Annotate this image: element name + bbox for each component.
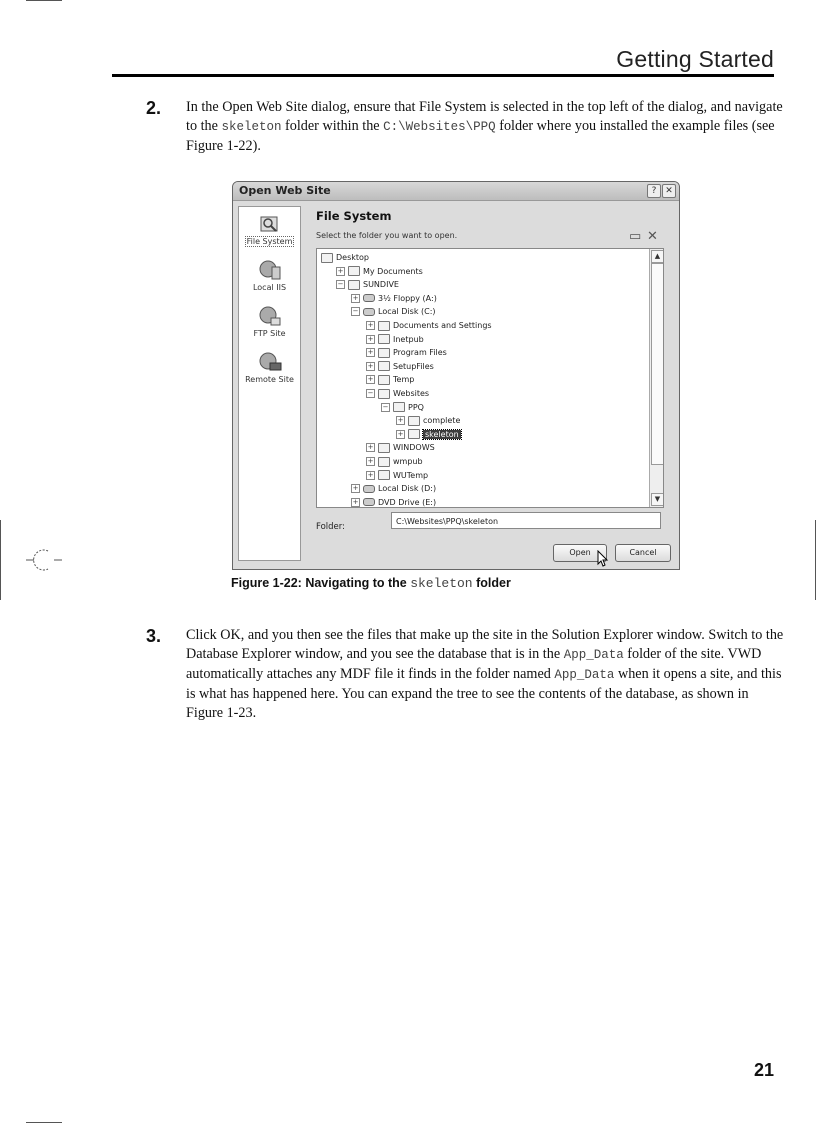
tree-row-label: Inetpub xyxy=(393,334,424,344)
step-text xyxy=(186,626,786,723)
sidebar-label: Remote Site xyxy=(245,375,294,384)
desktop-icon xyxy=(321,253,333,263)
folder-icon xyxy=(378,361,390,371)
step-number: 3. xyxy=(146,626,162,646)
figure-caption xyxy=(231,576,511,591)
local-iis-icon xyxy=(258,259,282,281)
drive-icon xyxy=(363,294,375,302)
crop-mark-top-left xyxy=(26,0,62,1)
tree-row[interactable] xyxy=(336,278,399,291)
collapse-icon[interactable]: − xyxy=(337,280,344,289)
tree-row-label: PPQ xyxy=(408,402,424,412)
collapse-icon[interactable]: − xyxy=(352,307,359,316)
tree-row-label: 3½ Floppy (A:) xyxy=(378,293,437,303)
step-text-part: when it opens a site, and this is what has happened here. You can expand the tree to see the contents of the database, as shown in Figure 1-23. xyxy=(186,666,782,721)
step-text xyxy=(186,98,786,156)
folder-icon xyxy=(378,457,390,467)
page-number: 21 xyxy=(753,1060,774,1080)
tree-row-label: Websites xyxy=(393,389,430,398)
tree-row-label: Local Disk (D:) xyxy=(378,484,437,494)
tree-row[interactable] xyxy=(396,428,461,441)
tree-row[interactable] xyxy=(366,346,447,359)
folder-icon xyxy=(408,416,420,426)
tree-row[interactable] xyxy=(381,401,424,414)
drive-icon xyxy=(363,498,375,506)
drive-icon xyxy=(363,485,375,493)
tree-row[interactable] xyxy=(351,496,436,508)
delete-icon[interactable]: ✕ xyxy=(647,229,658,244)
caption-code: skeleton xyxy=(410,576,473,591)
location-sidebar xyxy=(238,206,301,561)
header-rule xyxy=(112,74,774,77)
collapse-icon[interactable]: − xyxy=(367,389,374,397)
computer-icon xyxy=(348,280,360,290)
tree-row-label: Temp xyxy=(393,375,415,385)
folder-icon xyxy=(378,321,390,331)
folder-tree[interactable] xyxy=(316,248,664,508)
tree-row[interactable] xyxy=(366,360,434,373)
sidebar-item-remote-site[interactable] xyxy=(239,351,300,384)
file-system-icon xyxy=(258,213,282,235)
sidebar-item-local-iis[interactable] xyxy=(239,259,300,292)
folder-icon xyxy=(378,375,390,385)
folder-icon xyxy=(378,348,390,358)
panel-title: File System xyxy=(316,209,392,223)
step-text-part: folder where you installed the example files (see Figure 1-22). xyxy=(186,118,775,154)
tree-row[interactable] xyxy=(366,469,428,482)
tree-row[interactable] xyxy=(366,441,435,454)
tree-row-label: skeleton xyxy=(425,429,459,439)
vertical-scrollbar[interactable] xyxy=(649,249,663,507)
collapse-icon[interactable]: − xyxy=(382,402,389,411)
running-header-title: Getting Started xyxy=(616,46,774,72)
expand-icon[interactable]: + xyxy=(367,361,374,370)
expand-icon[interactable]: + xyxy=(367,334,374,343)
dialog-title: Open Web Site xyxy=(239,184,331,197)
expand-icon[interactable]: + xyxy=(397,429,404,438)
folder-label: Folder: xyxy=(316,522,345,532)
crop-mark-left-top xyxy=(0,520,1,600)
scroll-thumb[interactable] xyxy=(651,263,664,465)
tree-row[interactable] xyxy=(336,265,423,278)
scroll-down-icon[interactable]: ▼ xyxy=(651,493,664,506)
close-button[interactable]: ✕ xyxy=(662,184,676,198)
tree-row-label: WUTemp xyxy=(393,470,429,480)
expand-icon[interactable]: + xyxy=(367,443,374,452)
folder-icon xyxy=(348,266,360,276)
tree-row-label: Desktop xyxy=(336,253,369,262)
tree-row[interactable] xyxy=(321,251,369,264)
mouse-cursor-icon xyxy=(597,550,609,568)
tree-row-label: Program Files xyxy=(393,348,447,358)
tree-row-label: DVD Drive (E:) xyxy=(378,497,437,507)
tree-row[interactable] xyxy=(366,333,424,346)
scroll-up-icon[interactable]: ▲ xyxy=(651,250,664,263)
tree-row-label: Documents and Settings xyxy=(393,321,492,330)
folder-icon xyxy=(393,402,405,412)
tree-row[interactable] xyxy=(366,455,423,468)
step-text-part: folder of the site. VWD automatically attaches any MDF file it finds in the folder named xyxy=(186,646,762,682)
tree-row-label: My Documents xyxy=(363,266,423,276)
folder-icon xyxy=(378,334,390,344)
expand-icon[interactable]: + xyxy=(367,470,374,479)
registration-mark xyxy=(26,545,62,575)
sidebar-label: File System xyxy=(246,237,293,246)
tree-row-label: WINDOWS xyxy=(393,443,435,453)
ftp-site-icon xyxy=(258,305,282,327)
code-app-data: App_Data xyxy=(554,668,615,682)
folder-icon xyxy=(378,443,390,453)
panel-subtitle: Select the folder you want to open. xyxy=(316,231,458,240)
tree-row[interactable] xyxy=(351,292,437,305)
tree-row-label: wmpub xyxy=(393,457,423,466)
step-text-part: In the Open Web Site dialog, ensure that File System is selected in the top left of the dialog, and navigate to the xyxy=(186,99,783,134)
drive-icon xyxy=(363,308,375,316)
folder-icon xyxy=(378,389,390,399)
tree-row-label: SUNDIVE xyxy=(363,280,399,290)
sidebar-item-ftp-site[interactable] xyxy=(239,305,300,338)
cancel-button[interactable]: Cancel xyxy=(615,544,671,562)
code-skeleton: skeleton xyxy=(221,120,282,134)
tree-row-label: complete xyxy=(423,416,461,426)
expand-icon[interactable]: + xyxy=(397,416,404,425)
tree-row[interactable] xyxy=(351,305,436,318)
tree-row-label: Local Disk (C:) xyxy=(378,307,436,317)
expand-icon[interactable]: + xyxy=(367,321,374,329)
expand-icon[interactable]: + xyxy=(352,484,359,493)
expand-icon[interactable]: + xyxy=(367,375,374,384)
caption-text: folder xyxy=(472,576,511,590)
step-text-part: Click OK, and you then see the files that make up the site in the Solution Explorer window. Switch to the Database Explorer window, and you see the database that is in the xyxy=(186,627,784,662)
sidebar-label: Local IIS xyxy=(252,283,287,292)
step-number: 2. xyxy=(146,98,162,118)
tree-row[interactable] xyxy=(396,414,460,427)
expand-icon[interactable]: + xyxy=(337,266,344,275)
expand-icon[interactable]: + xyxy=(352,497,359,506)
open-button[interactable]: Open xyxy=(553,544,607,562)
expand-icon[interactable]: + xyxy=(367,457,374,465)
tree-row[interactable] xyxy=(366,319,492,332)
tree-row-label: SetupFiles xyxy=(393,361,434,371)
folder-input[interactable]: C:\Websites\PPQ\skeleton xyxy=(391,512,661,529)
new-folder-icon[interactable]: ▭ xyxy=(629,229,642,244)
code-path: C:\Websites\PPQ xyxy=(383,120,496,134)
tree-row[interactable] xyxy=(366,387,429,400)
expand-icon[interactable]: + xyxy=(352,293,359,302)
folder-icon xyxy=(408,429,420,439)
open-web-site-dialog xyxy=(232,181,680,570)
tree-row[interactable] xyxy=(351,482,436,495)
caption-text: Figure 1-22: Navigating to the xyxy=(231,576,411,590)
code-app-data: App_Data xyxy=(563,648,624,662)
folder-icon xyxy=(378,470,390,480)
dialog-titlebar xyxy=(233,182,679,201)
remote-site-icon xyxy=(258,351,282,373)
tree-row[interactable] xyxy=(366,373,414,386)
expand-icon[interactable]: + xyxy=(367,348,374,357)
sidebar-label: FTP Site xyxy=(253,329,286,338)
step-text-part: folder within the xyxy=(281,118,384,134)
help-button[interactable]: ? xyxy=(647,184,661,198)
sidebar-item-file-system[interactable] xyxy=(239,213,300,246)
